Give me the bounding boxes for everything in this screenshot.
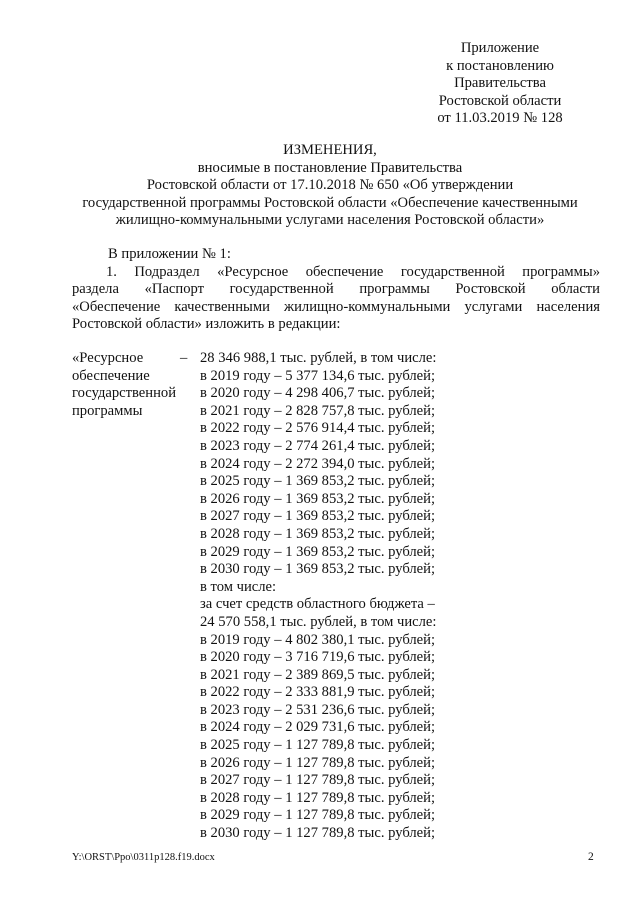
paragraph-1 bbox=[72, 264, 600, 334]
resource-value-line: в 2021 году – 2 828 757,8 тыс. рублей; bbox=[200, 402, 436, 419]
resource-value-line: 28 346 988,1 тыс. рублей, в том числе: bbox=[200, 350, 437, 366]
resource-dash: – bbox=[180, 350, 188, 366]
resource-value-line: в 2027 году – 1 369 853,2 тыс. рублей; bbox=[200, 508, 436, 525]
resource-value-line: за счет средств областного бюджета – bbox=[200, 596, 435, 613]
resource-label bbox=[72, 350, 182, 420]
resource-label-line: «Ресурсное bbox=[72, 350, 144, 366]
resource-value-line: в 2028 году – 1 127 789,8 тыс. рублей; bbox=[200, 789, 436, 806]
resource-value-line: в 2024 году – 2 029 731,6 тыс. рублей; bbox=[200, 719, 436, 736]
paragraph-line: 1. Подраздел «Ресурсное обеспечение государственной программы» bbox=[106, 263, 600, 280]
resource-value-line: в 2030 году – 1 369 853,2 тыс. рублей; bbox=[200, 561, 436, 578]
footer-file-path: Y:\ORST\Ppo\0311p128.f19.docx bbox=[72, 852, 215, 863]
resource-label-line: государственной bbox=[72, 385, 177, 402]
resource-value-line: в 2024 году – 2 272 394,0 тыс. рублей; bbox=[200, 455, 436, 472]
resource-value-line: в 2027 году – 1 127 789,8 тыс. рублей; bbox=[200, 772, 436, 789]
paragraph-line: раздела «Паспорт государственной программы Ростовской области bbox=[72, 281, 600, 298]
footer-page-number: 2 bbox=[588, 851, 594, 863]
title-heading: ИЗМЕНЕНИЯ, bbox=[283, 142, 377, 158]
resource-value-line: в том числе: bbox=[200, 578, 277, 595]
resource-label-line: программы bbox=[72, 402, 143, 419]
resource-value-line: в 2025 году – 1 127 789,8 тыс. рублей; bbox=[200, 737, 436, 754]
resource-value-line: в 2026 году – 1 369 853,2 тыс. рублей; bbox=[200, 490, 436, 507]
resource-value-line: в 2023 году – 2 531 236,6 тыс. рублей; bbox=[200, 701, 436, 718]
resource-value-line: в 2023 году – 2 774 261,4 тыс. рублей; bbox=[200, 437, 436, 454]
document-title bbox=[60, 142, 600, 230]
body-text bbox=[72, 246, 600, 334]
paragraph-line: Ростовской области» изложить в редакции: bbox=[72, 316, 341, 333]
resource-value-line: в 2022 году – 2 333 881,9 тыс. рублей; bbox=[200, 684, 436, 701]
resource-values bbox=[200, 350, 600, 843]
appendix-line: Правительства bbox=[454, 75, 546, 92]
title-line: государственной программы Ростовской области «Обеспечение качественными bbox=[82, 194, 578, 211]
resource-value-line: в 2026 году – 1 127 789,8 тыс. рублей; bbox=[200, 754, 436, 771]
resource-value-line: в 2022 году – 2 576 914,4 тыс. рублей; bbox=[200, 420, 436, 437]
resource-value-line: в 2029 году – 1 369 853,2 тыс. рублей; bbox=[200, 543, 436, 560]
resource-value-line: в 2019 году – 4 802 380,1 тыс. рублей; bbox=[200, 631, 436, 648]
appendix-line: к постановлению bbox=[446, 57, 554, 74]
appendix-line: от 11.03.2019 № 128 bbox=[437, 110, 563, 127]
resource-value-line: в 2021 году – 2 389 869,5 тыс. рублей; bbox=[200, 666, 436, 683]
resource-label-line: обеспечение bbox=[72, 367, 150, 384]
title-line: жилищно-коммунальными услугами населения Ростовской области» bbox=[115, 212, 545, 229]
title-line: Ростовской области от 17.10.2018 № 650 «Об утверждении bbox=[146, 177, 514, 194]
resource-value-line: в 2020 году – 3 716 719,6 тыс. рублей; bbox=[200, 649, 436, 666]
resource-value-line: в 2025 году – 1 369 853,2 тыс. рублей; bbox=[200, 473, 436, 490]
resource-value-line: в 2029 году – 1 127 789,8 тыс. рублей; bbox=[200, 807, 436, 824]
appendix-line: Приложение bbox=[460, 40, 540, 56]
appendix-header bbox=[400, 40, 600, 128]
resource-value-line: в 2030 году – 1 127 789,8 тыс. рублей; bbox=[200, 825, 436, 842]
resource-value-line: в 2020 году – 4 298 406,7 тыс. рублей; bbox=[200, 385, 436, 402]
resource-value-line: 24 570 558,1 тыс. рублей, в том числе: bbox=[200, 613, 437, 630]
title-line: вносимые в постановление Правительства bbox=[197, 159, 463, 176]
paragraph-line: «Обеспечение качественными жилищно-коммунальными услугами населения bbox=[72, 298, 600, 315]
resource-value-line: в 2019 году – 5 377 134,6 тыс. рублей; bbox=[200, 367, 436, 384]
appendix-line: Ростовской области bbox=[438, 92, 562, 109]
intro-line: В приложении № 1: bbox=[108, 246, 231, 262]
resource-value-line: в 2028 году – 1 369 853,2 тыс. рублей; bbox=[200, 525, 436, 542]
